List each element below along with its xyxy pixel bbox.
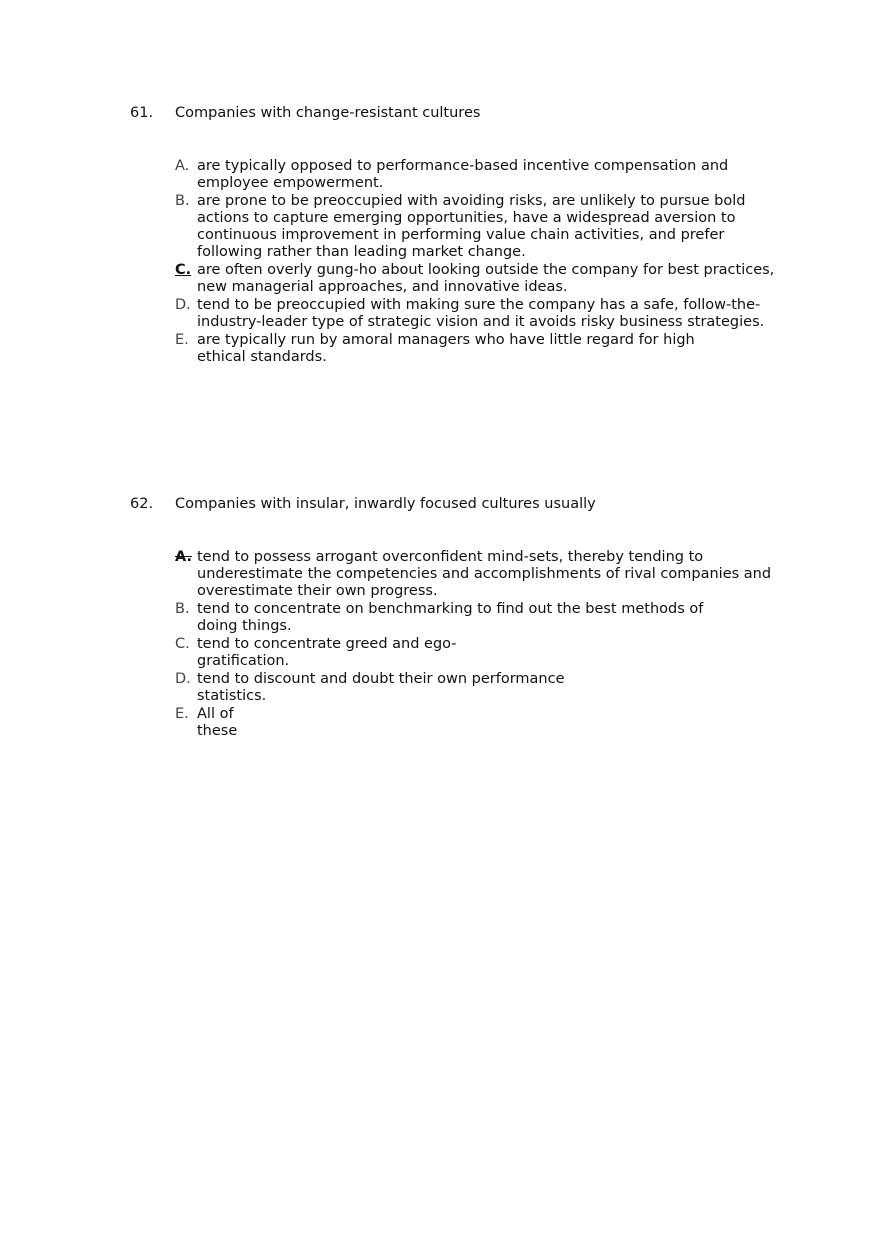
option-line: doing things. bbox=[197, 618, 292, 634]
option-letter: E. bbox=[175, 706, 189, 722]
option-line: these bbox=[197, 723, 238, 739]
option-text bbox=[197, 262, 774, 296]
option-line: tend to discount and doubt their own performance bbox=[197, 671, 565, 687]
option-letter: B. bbox=[175, 601, 190, 617]
option-line: All of bbox=[197, 706, 234, 722]
option-line: underestimate the competencies and accomplishments of rival companies and bbox=[197, 566, 772, 582]
question-61 bbox=[130, 104, 790, 367]
option-line: continuous improvement in performing value chain activities, and prefer bbox=[197, 227, 725, 243]
option-e bbox=[175, 332, 790, 366]
option-letter-marked: A. bbox=[175, 549, 192, 565]
option-text bbox=[197, 193, 745, 261]
question-stem bbox=[130, 104, 790, 126]
option-text bbox=[197, 332, 695, 366]
option-line: ethical standards. bbox=[197, 349, 327, 365]
answer-options bbox=[175, 549, 790, 740]
option-line: employee empowerment. bbox=[197, 175, 384, 191]
option-line: overestimate their own progress. bbox=[197, 583, 438, 599]
option-letter: D. bbox=[175, 297, 191, 313]
question-text: Companies with change-resistant cultures bbox=[175, 105, 481, 121]
option-line: new managerial approaches, and innovative ideas. bbox=[197, 279, 568, 295]
option-line: tend to concentrate on benchmarking to find out the best methods of bbox=[197, 601, 704, 617]
option-line: industry-leader type of strategic vision and it avoids risky business strategies. bbox=[197, 314, 765, 330]
option-b bbox=[175, 193, 790, 261]
option-text bbox=[197, 636, 457, 670]
option-text bbox=[197, 601, 703, 635]
option-line: gratification. bbox=[197, 653, 290, 669]
question-number: 62. bbox=[130, 496, 154, 512]
question-stem bbox=[130, 495, 790, 517]
option-letter-correct: C. bbox=[175, 262, 192, 278]
option-line: tend to possess arrogant overconfident mind-sets, thereby tending to bbox=[197, 549, 704, 565]
option-line: are typically opposed to performance-based incentive compensation and bbox=[197, 158, 729, 174]
option-line: are prone to be preoccupied with avoiding risks, are unlikely to pursue bold bbox=[197, 193, 746, 209]
option-line: following rather than leading market change. bbox=[197, 244, 526, 260]
option-text bbox=[197, 549, 771, 600]
option-text bbox=[197, 158, 728, 192]
question-number: 61. bbox=[130, 105, 154, 121]
option-b bbox=[175, 601, 790, 635]
option-letter: A. bbox=[175, 158, 190, 174]
option-a bbox=[175, 158, 790, 192]
option-line: tend to be preoccupied with making sure the company has a safe, follow-the- bbox=[197, 297, 761, 313]
answer-options bbox=[175, 158, 790, 366]
option-text bbox=[197, 297, 764, 331]
option-line: are often overly gung-ho about looking outside the company for best practices, bbox=[197, 262, 775, 278]
question-62 bbox=[130, 495, 790, 741]
option-c-correct bbox=[175, 262, 790, 296]
question-text: Companies with insular, inwardly focused cultures usually bbox=[175, 496, 596, 512]
option-letter: B. bbox=[175, 193, 190, 209]
option-letter: C. bbox=[175, 636, 190, 652]
option-line: actions to capture emerging opportunities, have a widespread aversion to bbox=[197, 210, 736, 226]
option-line: tend to concentrate greed and ego- bbox=[197, 636, 457, 652]
option-letter: E. bbox=[175, 332, 189, 348]
option-e bbox=[175, 706, 790, 740]
option-d bbox=[175, 671, 790, 705]
option-text bbox=[197, 671, 565, 705]
option-line: statistics. bbox=[197, 688, 267, 704]
option-a-marked bbox=[175, 549, 790, 600]
option-d bbox=[175, 297, 790, 331]
option-letter: D. bbox=[175, 671, 191, 687]
option-c bbox=[175, 636, 790, 670]
option-line: are typically run by amoral managers who have little regard for high bbox=[197, 332, 695, 348]
option-text bbox=[197, 706, 237, 740]
